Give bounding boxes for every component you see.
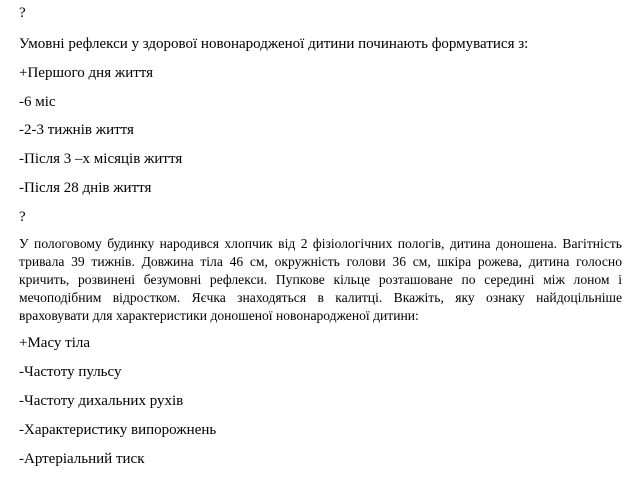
question-text: У пологовому будинку народився хлопчик від 2 фізіологічних пологів, дитина доношена. Вагітність тривала 39 тижнів. Довжина тіла 46 см, окружність голови 36 см, шкіра рожева, дитина голосно кричить, розвинені безумовні рефлекси. Пупкове кільце розташоване по середині між лоном і мечоподібним відростком. Яєчка знаходяться в калитці. Вкажіть, яку ознаку найдоцільніше враховувати для характеристики доношеної новонародженої дитини: [19, 236, 622, 323]
question-marker: ? [19, 209, 26, 225]
answer-option: -6 міс [19, 94, 56, 110]
answer-option: -Частоту дихальних рухів [19, 393, 184, 409]
answer-option: -Характеристику випорожнень [19, 422, 217, 438]
answer-option: +Масу тіла [19, 335, 91, 351]
answer-option: -Артеріальний тиск [19, 451, 145, 467]
answer-option: -2-3 тижнів життя [19, 122, 134, 138]
answer-option: -Після 28 днів життя [19, 180, 152, 196]
question-text: Умовні рефлекси у здорової новонародженої дитини починають формуватися з: [19, 36, 529, 52]
question-marker: ? [19, 5, 26, 21]
answer-option: -Після 3 –х місяців життя [19, 151, 183, 167]
answer-option: -Частоту пульсу [19, 364, 122, 380]
answer-option: +Першого дня життя [19, 65, 154, 81]
